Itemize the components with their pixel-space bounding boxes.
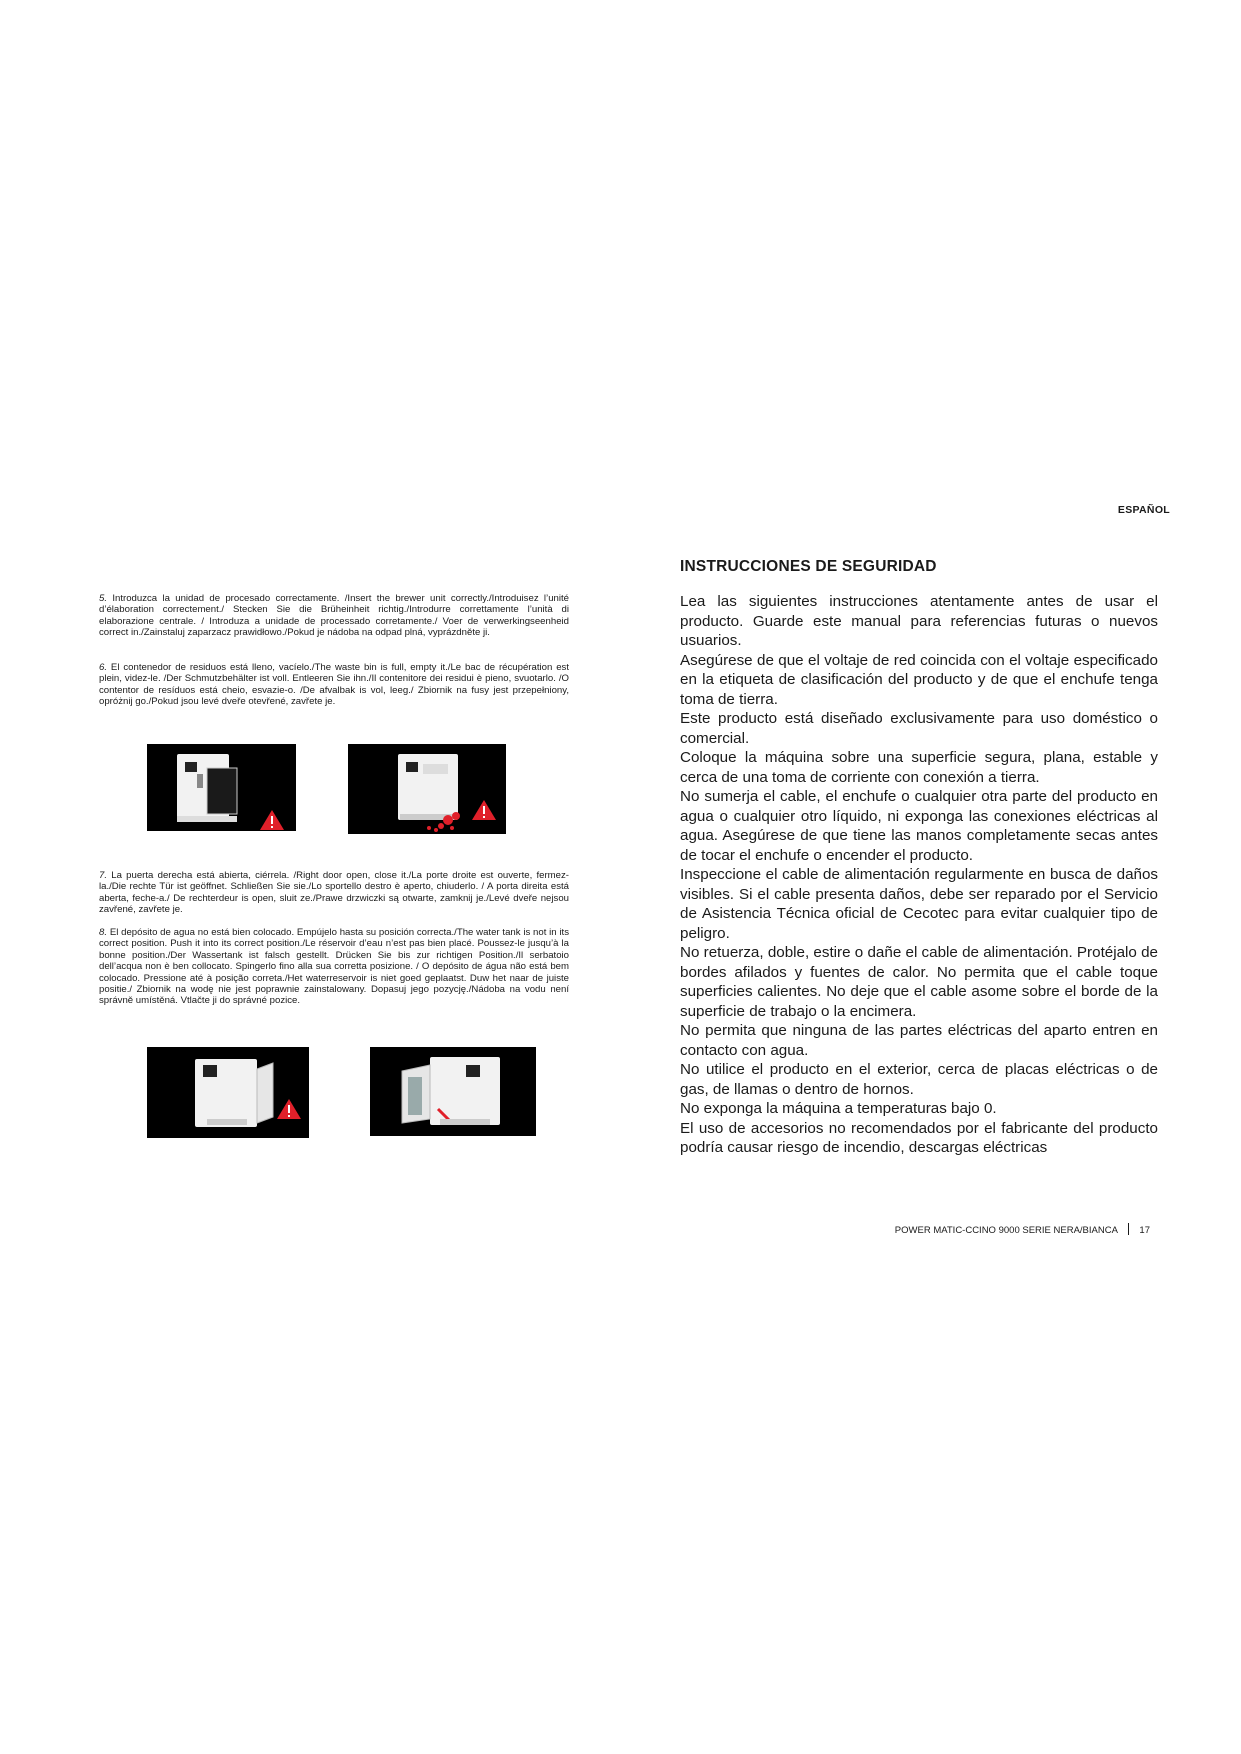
safety-instructions — [680, 592, 1158, 1158]
safety-paragraph: No retuerza, doble, estire o dañe el cable de alimentación. Protéjalo de bordes afilados y fuentes de calor. No permita que el cable toque superficies calientes. No deje que el cable asome sobre el borde de la superficie de trabajo o la encimera. — [680, 944, 1158, 1020]
step-5: 5. Introduzca la unidad de procesado correctamente. /Insert the brewer unit correctly./Introduisez l’unité d’élaboration correctement./ Stecken Sie die Brüheinheit richtig./Introdurre correttamente l’unità di elaborazione centrale. / Introduza a unidade de processado corretamente./ Voer de verwerkingseenheid correct in./Zainstaluj zaparzacz prawidłowo./Pokud je nádoba na odpad plná, vyprázdněte ji. — [99, 593, 569, 639]
safety-paragraph: Lea las siguientes instrucciones atentamente antes de usar el producto. Guarde este manual para referencias futuras o nuevos usuarios. — [680, 593, 1158, 649]
safety-paragraph: Coloque la máquina sobre una superficie segura, plana, estable y cerca de una toma de corriente con conexión a tierra. — [680, 749, 1158, 786]
page-footer — [850, 1223, 1150, 1236]
safety-paragraph: El uso de accesorios no recomendados por el fabricante del producto podría causar riesgo de incendio, descargas eléctricas — [680, 1119, 1158, 1156]
safety-paragraph: No utilice el producto en el exterior, cerca de placas eléctricas o de gas, de llamas o dentro de hornos. — [680, 1061, 1158, 1098]
safety-paragraph: No exponga la máquina a temperaturas bajo 0. — [680, 1100, 997, 1117]
step-7: 7. La puerta derecha está abierta, ciérrela. /Right door open, close it./La porte droite est ouverte, fermez-la./Die rechte Tür ist geöffnet. Schließen Sie sie./Lo sportello destro è aperto, chiuderlo. / A porta direita está aberta, feche-a./ De rechterdeur is open, sluit ze./Prawe drzwiczki są otwarte, zamknij je./Levé dveře nejsou zavřené, zavřete je. — [99, 870, 569, 916]
safety-paragraph: No sumerja el cable, el enchufe o cualquier otra parte del producto en agua o cualquier otro líquido, ni exponga las conexiones eléctricas al agua. Asegúrese de que tiene las manos completamente secas antes de tocar el enchufe o encender el producto. — [680, 788, 1158, 864]
waste-bin-full-image — [348, 744, 506, 834]
footer-divider — [1128, 1223, 1130, 1235]
page-number: 17 — [1139, 1225, 1150, 1236]
brewer-unit-warning-image — [147, 744, 296, 831]
safety-paragraph: Inspeccione el cable de alimentación regularmente en busca de daños visibles. Si el cable presenta daños, debe ser reparado por el Servicio de Asistencia Técnica oficial de Cecotec para evitar cualquier tipo de peligro. — [680, 866, 1158, 942]
language-label: ESPAÑOL — [1117, 504, 1170, 516]
safety-paragraph: Este producto está diseñado exclusivamente para uso doméstico o comercial. — [680, 710, 1158, 747]
step-8: 8. El depósito de agua no está bien colocado. Empújelo hasta su posición correcta./The water tank is not in its correct position. Push it into its correct position./Le réservoir d’eau n’est pas bien placé. Poussez-le jusqu’à la bonne position./Der Wassertank ist falsch gestellt. Drücken Sie bis zur richtigen Position./Il serbatoio dell’acqua non è ben collocato. Spingerlo fino alla sua corretta posizione. / O depósito de água não está bem colocado. Pressione até à posição correta./Het waterreservoir is niet goed geplaatst. Duw het naar de juiste positie./ Zbiornik na wodę nie jest poprawnie zainstalowany. Dopasuj jego pozycję./Nádoba na vodu není správně umístěná. Vtlačte ji do správné pozice. — [99, 927, 569, 1007]
step-6: 6. El contenedor de residuos está lleno, vacíelo./The waste bin is full, empty it./Le bac de récupération est plein, videz-le. /Der Schmutzbehälter ist voll. Entleeren Sie ihn./Il contenitore dei residui è pieno, svuotarlo. /O contentor de resíduos está cheio, esvazie-o. /De afvalbak is vol, leeg./ Zbiornik na fusy jest przepełniony, opróżnij go./Pokud jsou levé dveře otevřené, zavřete je. — [99, 662, 569, 708]
safety-paragraph: Asegúrese de que el voltaje de red coincida con el voltaje especificado en la etiqueta de clasificación del producto y de que el enchufe tenga toma de tierra. — [680, 651, 1158, 708]
water-tank-image — [370, 1047, 536, 1136]
safety-paragraph: No permita que ninguna de las partes eléctricas del aparto entren en contacto con agua. — [680, 1022, 1158, 1059]
footer-product-name: POWER MATIC-CCINO 9000 SERIE NERA/BIANCA — [894, 1225, 1118, 1236]
page-title: INSTRUCCIONES DE SEGURIDAD — [680, 558, 937, 575]
right-door-open-image — [147, 1047, 309, 1138]
